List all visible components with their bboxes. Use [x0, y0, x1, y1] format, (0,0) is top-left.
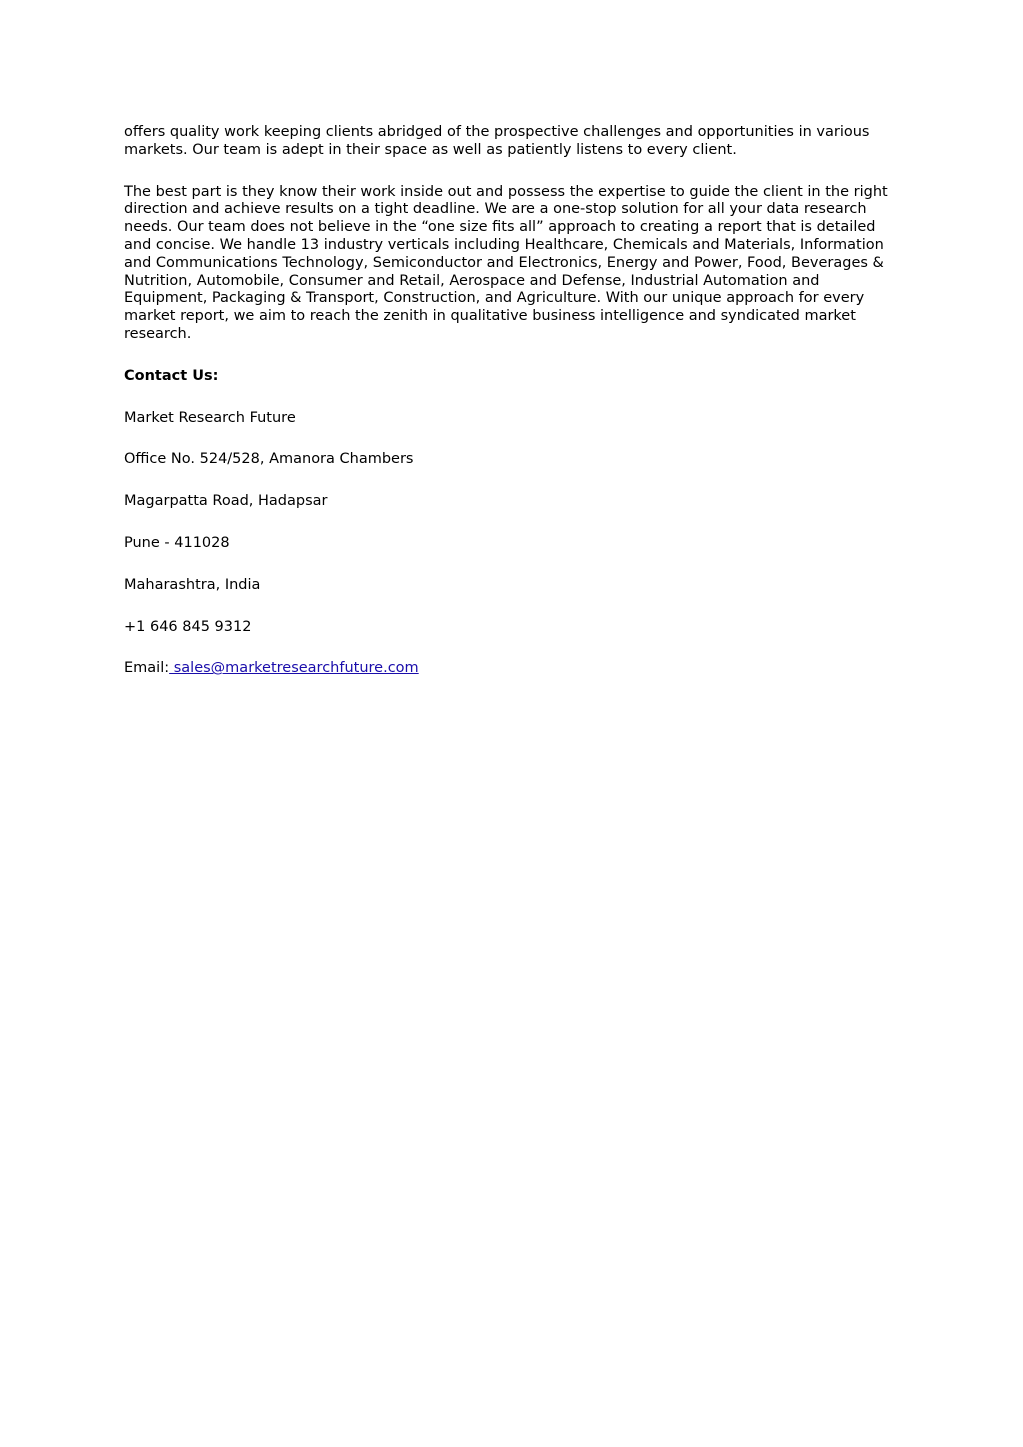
email-label: Email:: [124, 660, 170, 677]
document-page: [124, 124, 904, 678]
region-country: Maharashtra, India: [124, 576, 261, 593]
contact-heading: Contact Us:: [124, 367, 219, 384]
address-line-1: Office No. 524/528, Amanora Chambers: [124, 451, 414, 468]
company-name: Market Research Future: [124, 409, 296, 426]
city-postcode: Pune - 411028: [124, 534, 230, 551]
address-line-2: Magarpatta Road, Hadapsar: [124, 493, 328, 510]
intro-paragraph: offers quality work keeping clients abridged of the prospective challenges and opportunities in various markets. Our team is adept in their space as well as patiently listens to every client.: [124, 124, 870, 158]
email-line: [124, 660, 904, 678]
about-paragraph: The best part is they know their work inside out and possess the expertise to guide the client in the right direction and achieve results on a tight deadline. We are a one-stop solution for all your data research needs. Our team does not believe in the “one size fits all” approach to creating a report that is detailed and concise. We handle 13 industry verticals including Healthcare, Chemicals and Materials, Information and Communications Technology, Semiconductor and Electronics, Energy and Power, Food, Beverages & Nutrition, Automobile, Consumer and Retail, Aerospace and Defense, Industrial Automation and Equipment, Packaging & Transport, Construction, and Agriculture. With our unique approach for every market report, we aim to reach the zenith in qualitative business intelligence and syndicated market research.: [124, 183, 888, 342]
phone-number: +1 646 845 9312: [124, 618, 252, 635]
email-link[interactable]: sales@marketresearchfuture.com: [169, 660, 419, 677]
